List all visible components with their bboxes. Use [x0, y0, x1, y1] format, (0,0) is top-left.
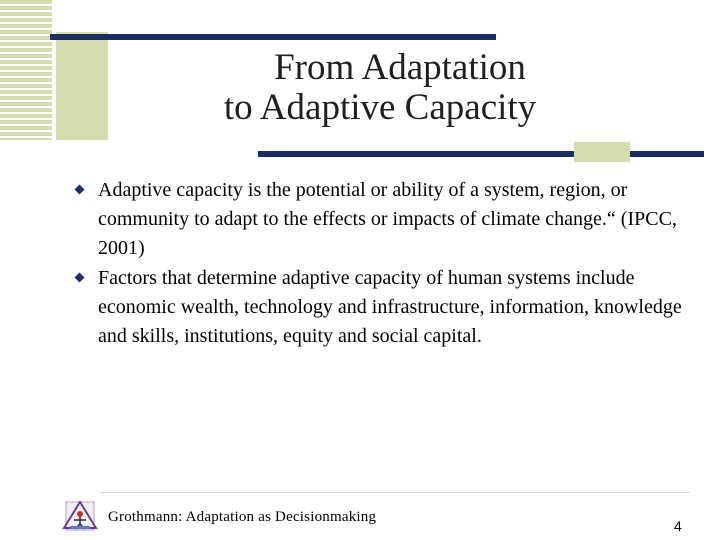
decorative-tan-block-right [574, 142, 630, 162]
decorative-stripes [0, 0, 52, 140]
diamond-bullet-icon [75, 273, 85, 283]
footer-divider [100, 492, 690, 493]
page-number: 4 [674, 518, 682, 534]
triangle-figure-logo-icon [60, 496, 100, 536]
bullet-item [78, 264, 698, 351]
footer-text: Grothmann: Adaptation as Decisionmaking [108, 509, 377, 525]
title-line-1: From Adaptation [274, 47, 526, 88]
bullet-list [78, 176, 698, 352]
bullet-text: Factors that determine adaptive capacity of human systems include economic wealth, technology and infrastructure, information, knowledge and skills, institutions, equity and social capital. [98, 267, 682, 347]
title-line-2: to Adaptive Capacity [223, 87, 537, 128]
slide-title [130, 48, 670, 128]
bullet-text: Adaptive capacity is the potential or ability of a system, region, or community to adapt to the effects or impacts of climate change.“ (IPCC, 2001) [98, 179, 677, 259]
diamond-bullet-icon [75, 185, 85, 195]
title-bar-top [50, 34, 496, 40]
bullet-item [78, 176, 698, 263]
title-bar-bottom [258, 151, 704, 157]
